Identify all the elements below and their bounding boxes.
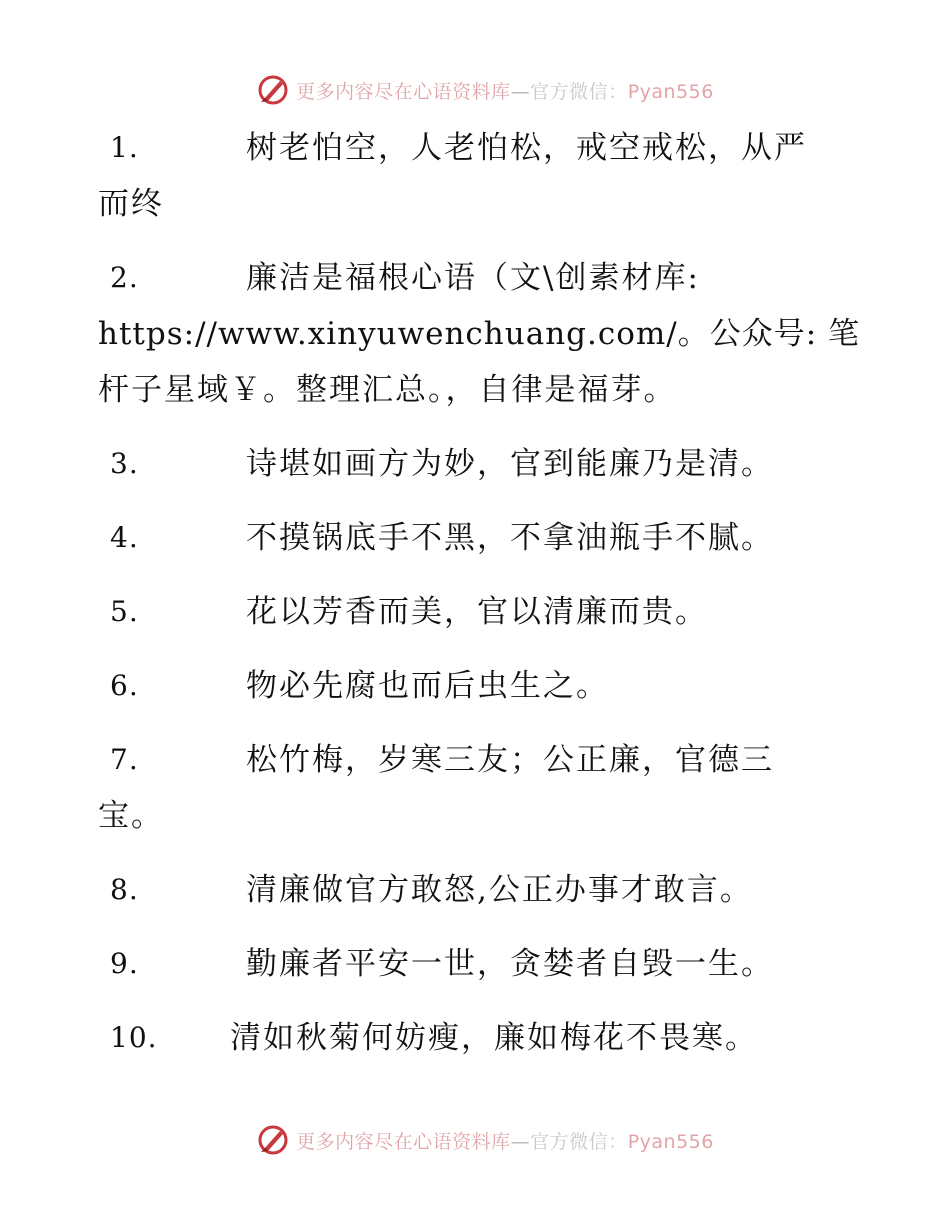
header-text [296,77,714,104]
list-item-3 [98,436,838,492]
document-body [98,120,861,1084]
item-text-line: 宝。 [98,798,164,834]
item-text-line: 廉洁是福根心语（文\创素材库: [246,260,700,296]
item-text-line: 松竹梅，岁寒三友；公正廉，官德三 [246,742,774,778]
list-item-1 [98,120,838,232]
item-text-line: 诗堪如画方为妙，官到能廉乃是清。 [246,446,774,482]
list-item-2 [98,250,861,418]
item-number: 3. [110,447,139,480]
item-text-line: 花以芳香而美，官以清廉而贵。 [246,594,708,630]
footer-banner [0,1120,950,1160]
footer-banner-inner [256,1123,714,1157]
item-text-line: 勤廉者平安一世，贪婪者自毁一生。 [246,946,774,982]
item-text-line: 而终 [98,186,164,222]
item-number: 10. [110,1021,158,1054]
footer-text-main: 更多内容尽在心语资料库 [296,1130,511,1153]
item-number: 8. [110,873,139,906]
item-text-line: 物必先腐也而后虫生之。 [246,668,609,704]
item-number: 1. [110,131,139,164]
list-item-10 [98,1010,838,1066]
logo-icon [256,1123,290,1157]
header-banner [0,70,950,110]
footer-separator: — [510,1130,531,1153]
item-number: 5. [110,595,139,628]
item-text-line: https://www.xinyuwenchuang.com/。公众号: 笔 [98,316,861,352]
item-number: 4. [110,521,139,554]
header-separator: — [510,80,531,103]
header-text-main: 更多内容尽在心语资料库 [296,80,511,103]
list-item-6 [98,658,838,714]
item-text-line: 树老怕空，人老怕松，戒空戒松，从严 [246,130,807,166]
item-number: 2. [110,261,139,294]
item-text-line: 不摸锅底手不黑，不拿油瓶手不腻。 [246,520,774,556]
header-wechat-label: 官方微信： [530,80,628,103]
list-item-5 [98,584,838,640]
footer-wechat-id: Pyan556 [627,1130,714,1153]
footer-text [296,1127,714,1154]
list-item-4 [98,510,838,566]
item-text-line: 清如秋菊何妨瘦，廉如梅花不畏寒。 [230,1020,758,1056]
item-number: 6. [110,669,139,702]
header-banner-inner [256,73,714,107]
item-text-line: 清廉做官方敢怒,公正办事才敢言。 [246,872,753,908]
list-item-7 [98,732,838,844]
item-number: 7. [110,743,139,776]
list-item-8 [98,862,838,918]
header-wechat-id: Pyan556 [627,80,714,103]
item-number: 9. [110,947,139,980]
footer-wechat-label: 官方微信： [530,1130,628,1153]
list-item-9 [98,936,838,992]
logo-icon [256,73,290,107]
item-text-line: 杆子星域￥。整理汇总。，自律是福芽。 [98,372,677,408]
